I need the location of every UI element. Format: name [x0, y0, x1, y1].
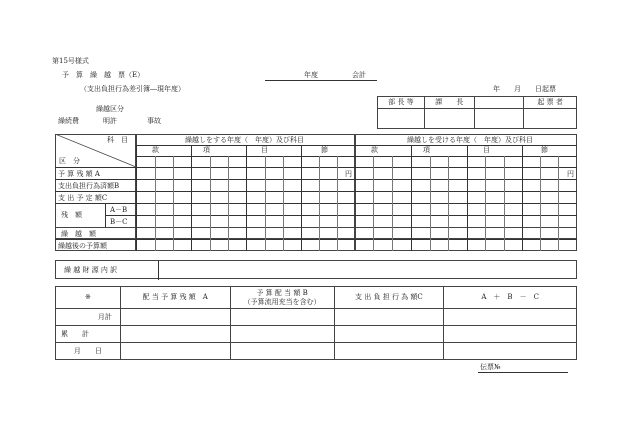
row-budget-balance: 予 算 残 額 A — [58, 170, 100, 178]
form-number: 第15号様式 — [52, 57, 89, 65]
row-remaining: 残 額 — [61, 211, 82, 219]
drafter-label: 起 票 者 — [524, 97, 577, 109]
row-after-carryover: 繰越後の予算額 — [58, 242, 107, 250]
col-budget-allocation-line2: （予算流用充当を含む） — [243, 297, 321, 306]
col-expenditure-commitment: 支 出 負 担 行 為 額C — [334, 287, 444, 309]
row-remaining-ab: A－B — [110, 206, 128, 214]
slip-number-underline — [478, 372, 568, 373]
section-chief-label: 課 長 — [424, 97, 474, 109]
carryover-type-accident: 事故 — [147, 117, 161, 125]
funding-source-box — [55, 260, 577, 279]
row-expenditure-done: 支出負担行為済額B — [58, 182, 120, 190]
drafter-stamp — [524, 109, 577, 129]
from-kan: 款 — [152, 146, 159, 154]
to-yen: 円 — [567, 170, 574, 178]
to-setsu: 節 — [541, 146, 548, 154]
bottom-mark: ※ — [56, 287, 121, 309]
to-kan: 款 — [371, 146, 378, 154]
col-budget-allocation-line1: 予 算 配 当 額 B — [256, 288, 308, 297]
date-label: 年 月 日起票 — [493, 85, 556, 93]
approval-table — [377, 96, 577, 129]
from-kou: 項 — [203, 146, 210, 154]
carryover-type-explicit: 明許 — [103, 117, 117, 125]
col-formula: A ＋ B － C — [444, 287, 577, 309]
slip-number-label: 伝票№ — [480, 363, 501, 371]
from-year-header: 繰越しをする年度（ 年度）及び科目 — [185, 136, 304, 144]
row-date: 月 日 — [56, 343, 121, 360]
row-expenditure-planned: 支 出 予 定 額C — [58, 194, 108, 202]
row-month-total: 月計 — [56, 309, 121, 326]
carryover-row-highlight — [55, 227, 577, 239]
to-kou: 項 — [423, 146, 430, 154]
row-carryover: 繰 越 額 — [61, 230, 96, 238]
col-budget-allocation — [230, 287, 334, 309]
form-title: 予 算 繰 越 票（E） — [62, 71, 145, 79]
director-stamp — [378, 109, 425, 129]
section-chief-stamp — [424, 109, 474, 129]
from-moku: 目 — [261, 146, 268, 154]
carryover-type-continuing: 繰続費 — [58, 117, 79, 125]
row-remaining-bc: B－C — [110, 218, 128, 226]
bottom-summary-table — [55, 286, 577, 360]
fiscal-year-label: 年度 — [304, 71, 318, 79]
row-cumulative: 累 計 — [56, 326, 121, 343]
funding-source-label: 繰 越 財 源 内 訳 — [64, 266, 118, 274]
to-moku: 目 — [483, 146, 490, 154]
director-label: 部 長 等 — [378, 97, 425, 109]
carryover-type-label: 繰越区分 — [96, 105, 124, 113]
header-item-label: 科 目 — [107, 136, 128, 144]
fiscal-year-underline — [265, 80, 377, 81]
col-allocated-balance: 配 当 予 算 残 額 A — [120, 287, 230, 309]
account-label: 会計 — [352, 71, 366, 79]
to-year-header: 繰越しを受ける年度（ 年度）及び科目 — [407, 136, 533, 144]
header-division-label: 区 分 — [59, 157, 80, 165]
from-yen: 円 — [345, 170, 352, 178]
approval-blank — [474, 97, 524, 109]
from-setsu: 節 — [321, 146, 328, 154]
carryover-main-table — [55, 134, 577, 251]
form-subtitle: （支出負担行為差引簿―現年度） — [80, 85, 185, 93]
approval-blank-stamp — [474, 109, 524, 129]
